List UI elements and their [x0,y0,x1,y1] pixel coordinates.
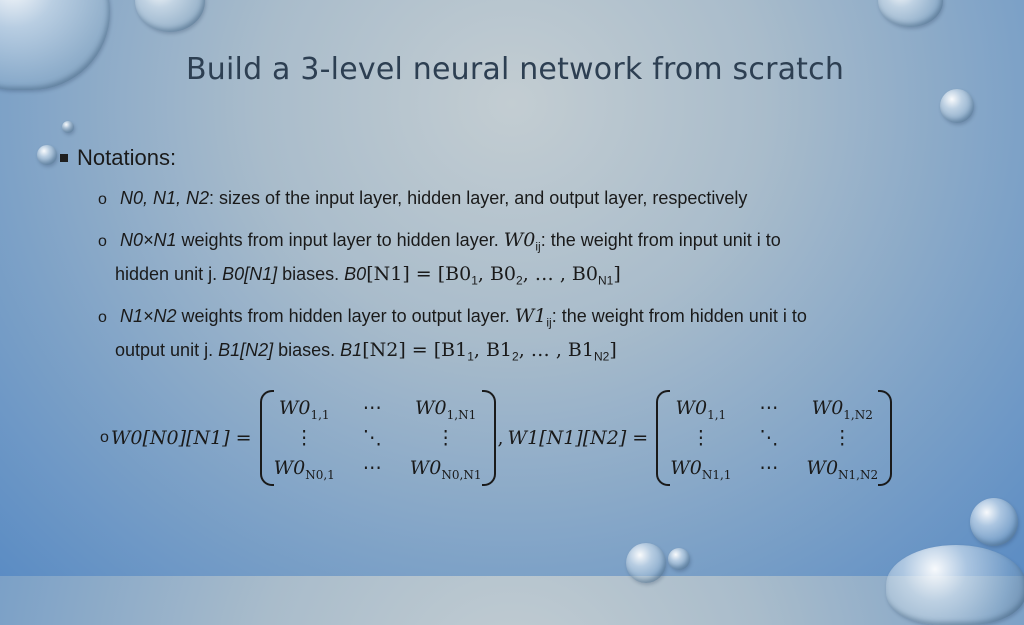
text-segment: output unit j. [115,340,219,361]
text-segment: N0×N1 [120,230,177,250]
matrix-cell: $W0_{1,1}$ [675,397,727,422]
matrix-cell: $W0_{N0,N1}$ [409,457,482,482]
text-segment: : the weight from input unit i to [540,230,781,250]
text-segment: biases. [273,340,341,361]
text-segment: [N1] = [B0 [366,263,472,286]
matrix-cell: $W0_{1,N2}$ [811,397,873,422]
text-segment: ] [609,339,617,362]
text-segment: N2 [593,349,610,364]
text-segment: B1[N2] [218,340,274,361]
water-drop-decoration [626,543,666,583]
text-segment: 2 [516,273,523,288]
matrix-cell: ⋮ [294,427,314,449]
text-segment: B1 [340,340,363,361]
circle-bullet-icon: o [98,233,107,250]
notations-label: Notations: [77,145,177,170]
matrix-cell: ⋮ [436,427,456,449]
matrix-cell: ⋯ [759,457,779,479]
matrix-cell: ⋮ [691,427,711,449]
w1-text-line1 [120,305,807,330]
matrix-cell: $W0_{N1,1}$ [670,457,732,482]
text-segment: weights from hidden layer to output layer. [176,306,515,326]
matrix-cell: $W0_{N0,1}$ [273,457,335,482]
water-drop-decoration [668,548,690,570]
text-segment: N0, N1, N2 [120,188,210,208]
text-segment: W1 [514,305,547,327]
water-drop-decoration [970,498,1018,546]
circle-bullet-icon: o [100,429,109,446]
sizes-item [98,181,747,215]
text-segment: N1×N2 [120,306,177,326]
matrix-cell: ⋱ [759,427,779,449]
matrix-cell: ⋮ [832,427,852,449]
water-drop-decoration [62,121,74,133]
water-drop-decoration [878,0,943,27]
matrix-separator: , [497,427,504,449]
text-segment: ] [613,263,621,286]
water-drop-decoration [940,89,974,123]
text-segment: B0 [344,264,367,285]
text-segment: : sizes of the input layer, hidden layer, and output layer, respectively [209,188,748,208]
matrix-cell: $W0_{1,1}$ [278,397,330,422]
notations-bullet [60,145,176,171]
text-segment: N1 [597,273,614,288]
w0-matrix [260,394,496,482]
text-segment: , B1 [473,339,513,362]
w0-text-line2 [115,263,621,288]
w0-matrix-lhs: W0[N0][N1] = [110,427,252,449]
text-segment: ij [535,239,541,254]
matrix-cell: ⋯ [362,457,382,479]
w1-matrix-lhs: W1[N1][N2] = [507,427,649,449]
water-drop-decoration [135,0,205,32]
matrix-cell: ⋱ [362,427,382,449]
circle-bullet-icon: o [98,309,107,326]
matrix-cell: $W0_{N1,N2}$ [806,457,879,482]
w1-item [98,298,807,369]
text-segment: biases. [277,264,345,285]
text-segment: , … , B1 [518,339,594,362]
matrix-cell: ⋯ [362,397,382,419]
text-segment: B0[N1] [222,264,278,285]
text-segment: ij [546,315,552,330]
water-drop-decoration [886,545,1024,625]
square-bullet-icon [60,154,68,162]
slide-title: Build a 3-level neural network from scratch [186,52,845,87]
w1-text-line2 [115,339,617,364]
text-segment: 1 [467,349,474,364]
matrix-cell: $W0_{1,N1}$ [415,397,477,422]
w1-matrix [656,394,892,482]
water-drop-decoration [37,145,57,165]
text-segment: 2 [512,349,519,364]
text-segment: 1 [471,273,478,288]
circle-bullet-icon: o [98,191,107,208]
matrix-cell: ⋯ [759,397,779,419]
w0-item [98,222,781,293]
text-segment: weights from input layer to hidden layer. [176,230,504,250]
w0-text-line1 [120,229,781,254]
sizes-text [120,188,747,208]
matrix-definitions [100,392,892,484]
text-segment: W0 [503,229,536,251]
text-segment: [N2] = [B1 [362,339,468,362]
text-segment: , B0 [477,263,517,286]
text-segment: hidden unit j. [115,264,223,285]
text-segment: : the weight from hidden unit i to [551,306,807,326]
water-drop-decoration [0,0,110,90]
text-segment: , … , B0 [522,263,598,286]
